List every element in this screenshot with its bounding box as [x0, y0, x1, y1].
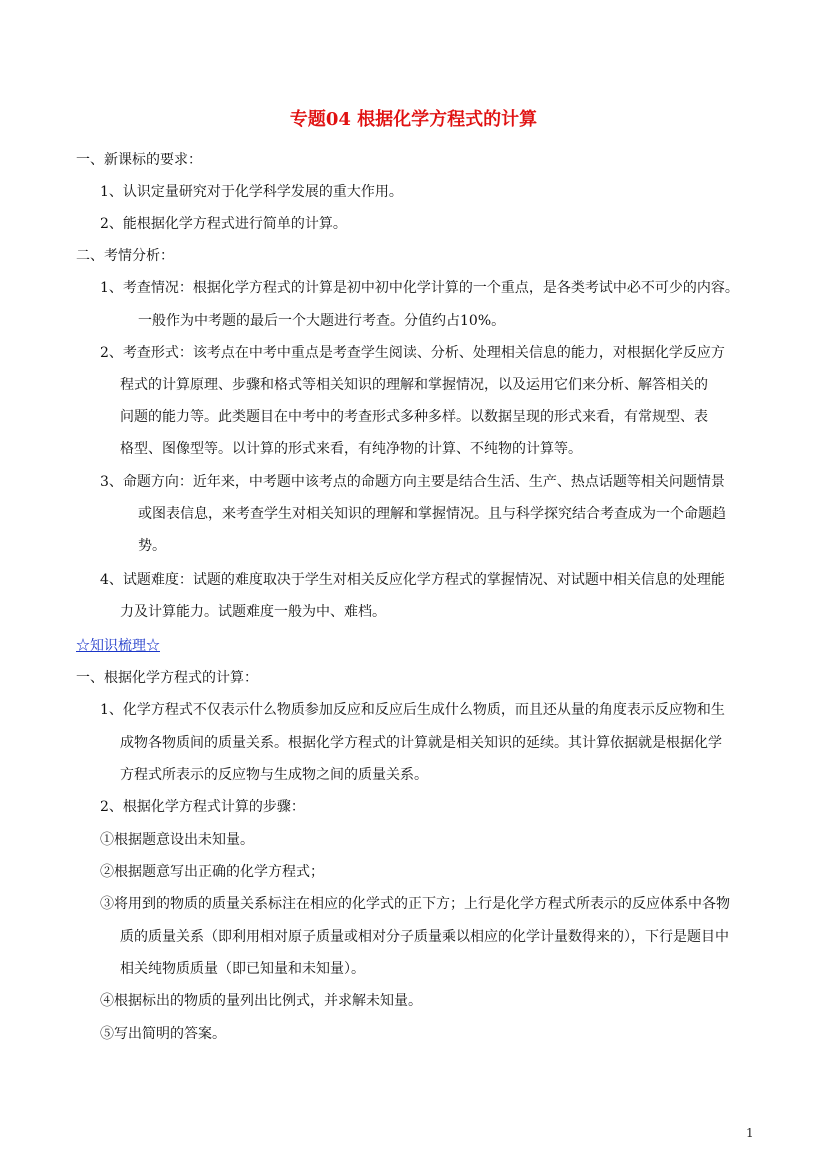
section2-item3-line3: 势。 — [138, 538, 166, 554]
page-title: 专题04 根据化学方程式的计算 — [289, 109, 538, 130]
section2-item2-line2: 程式的计算原理、步骤和格式等相关知识的理解和掌握情况，以及运用它们来分析、解答相关的 — [120, 377, 708, 393]
section1-item-2: 2、能根据化学方程式进行简单的计算。 — [100, 216, 347, 232]
section2-item2-line4: 格型、图像型等。以计算的形式来看，有纯净物的计算、不纯物的计算等。 — [120, 441, 582, 457]
page-number: 1 — [746, 1126, 754, 1140]
section3-item1-line3: 方程式所表示的反应物与生成物之间的质量关系。 — [120, 767, 428, 783]
section2-item4-line1: 4、试题难度：试题的难度取决于学生对相关反应化学方程式的掌握情况、对试题中相关信息的处理能 — [100, 572, 725, 588]
section2-item1-line1: 1、考查情况：根据化学方程式的计算是初中初中化学计算的一个重点，是各类考试中必不可少的内容。 — [100, 280, 739, 296]
section2-item2-line3: 问题的能力等。此类题目在中考中的考查形式多种多样。以数据呈现的形式来看，有常规型、表 — [120, 409, 708, 425]
step-5: ⑤写出简明的答案。 — [100, 1026, 226, 1042]
section2-item1-line2: 一般作为中考题的最后一个大题进行考查。分值约占10%。 — [138, 313, 506, 329]
step-3-line1: ③将用到的物质的质量关系标注在相应的化学式的正下方；上行是化学方程式所表示的反应体系中各物 — [100, 896, 730, 912]
step-3-line2: 质的质量关系（即利用相对原子质量或相对分子质量乘以相应的化学计量数得来的），下行是题目中 — [120, 929, 729, 945]
section3-heading: 一、根据化学方程式的计算： — [76, 670, 258, 686]
section3-item1-line1: 1、化学方程式不仅表示什么物质参加反应和反应后生成什么物质，而且还从量的角度表示反应物和生 — [100, 702, 725, 718]
section2-item2-line1: 2、考查形式：该考点在中考中重点是考查学生阅读、分析、处理相关信息的能力，对根据化学反应方 — [100, 345, 725, 361]
section3-item1-line2: 成物各物质间的质量关系。根据化学方程式的计算就是相关知识的延续。其计算依据就是根据化学 — [120, 735, 722, 751]
section2-item3-line2: 或图表信息，来考查学生对相关知识的理解和掌握情况。且与科学探究结合考查成为一个命题趋 — [138, 506, 726, 522]
section2-item4-line2: 力及计算能力。试题难度一般为中、难档。 — [120, 604, 386, 620]
section1-item-1: 1、认识定量研究对于化学科学发展的重大作用。 — [100, 184, 403, 200]
section1-heading: 一、新课标的要求： — [76, 152, 202, 168]
section2-heading: 二、考情分析： — [76, 248, 174, 264]
section2-item3-line1: 3、命题方向：近年来，中考题中该考点的命题方向主要是结合生活、生产、热点话题等相关问题情景 — [100, 474, 725, 490]
knowledge-section-link[interactable]: ☆知识梳理☆ — [76, 638, 160, 654]
step-4: ④根据标出的物质的量列出比例式，并求解未知量。 — [100, 993, 422, 1009]
step-3-line3: 相关纯物质质量（即已知量和未知量）。 — [120, 961, 365, 977]
section3-item2: 2、根据化学方程式计算的步骤： — [100, 799, 305, 815]
step-1: ①根据题意设出未知量。 — [100, 832, 254, 848]
step-2: ②根据题意写出正确的化学方程式； — [100, 864, 324, 880]
